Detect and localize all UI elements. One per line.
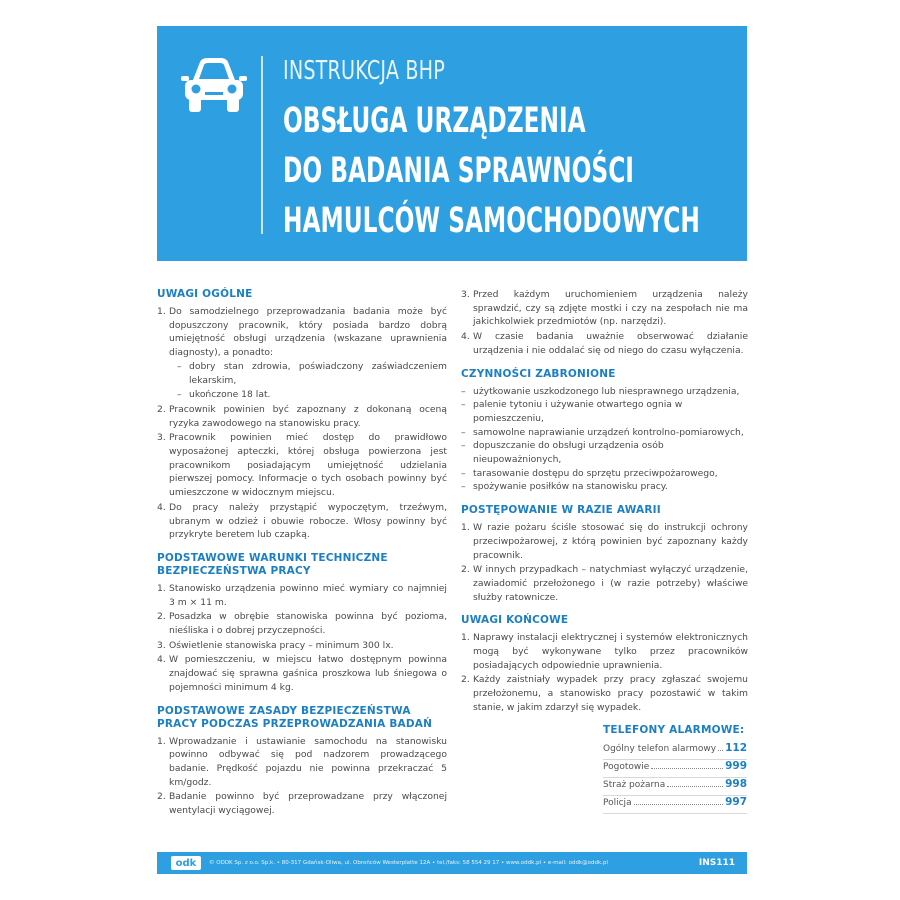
list-item: [461, 673, 748, 714]
car-icon: [181, 54, 247, 116]
item-number: 2.: [157, 791, 166, 803]
list-item: [157, 431, 447, 500]
item-number: 1.: [461, 632, 470, 644]
item-number: 3.: [157, 432, 166, 444]
item-text: Wprowadzanie i ustawianie samochodu na stanowisku powinno odbywać się pod nadzorem prowadzącego badanie. Prędkość pojazdu nie powinna przekraczać 5 km/godz.: [169, 735, 447, 788]
item-text: Każdy zaistniały wypadek przy pracy zgłaszać swojemu przełożonemu, a stanowisko pracy pozostawić w takim stanie, w jakim zdarzył się wypadek.: [473, 674, 748, 713]
item-text: Posadzka w obrębie stanowiska powinna być pozioma, nieśliska i o dobrej przyczepności.: [169, 611, 447, 637]
list-item: [461, 288, 748, 329]
list-item: [157, 403, 447, 430]
phone-row: [603, 760, 747, 778]
item-number: 1.: [157, 582, 166, 594]
list-item: [157, 735, 447, 790]
section-final-notes: [461, 614, 748, 714]
list-item: [461, 521, 748, 562]
left-column: [157, 288, 447, 828]
section-title: CZYNNOŚCI ZABRONIONE: [461, 367, 616, 380]
item-number: 4.: [461, 331, 470, 343]
phone-row: [603, 796, 747, 814]
item-text: W pomieszczeniu, w miejscu łatwo dostępnym powinna znajdować się sprawna gaśnica proszkowa lub śniegowa o pojemności minimum 4 kg.: [169, 654, 447, 693]
sub-item: – dobry stan zdrowia, poświadczony zaświadczeniem lekarskim,: [177, 360, 447, 386]
item-number: 2.: [157, 611, 166, 623]
phones-title: TELEFONY ALARMOWE:: [603, 724, 745, 736]
list-item: [461, 330, 748, 357]
item-text: Przed każdym uruchomieniem urządzenia należy sprawdzić, czy są zdjęte mostki i czy na zespołach nie ma jakichkolwiek przedmiotów (np. narzędzi).: [473, 289, 748, 328]
phone-number: 112: [725, 742, 747, 754]
section-safety-rules: [157, 705, 447, 818]
section-title: PODSTAWOWE ZASADY BEZPIECZEŃSTWA PRACY PODCZAS PRZEPROWADZANIA BADAŃ: [157, 704, 433, 730]
section-title: UWAGI OGÓLNE: [157, 288, 253, 300]
phone-number: 997: [725, 796, 747, 808]
leader-dots: [651, 768, 723, 769]
section-title: POSTĘPOWANIE W RAZIE AWARII: [461, 504, 661, 517]
footer-contact: © ODDK Sp. z o.o. Sp.k. • 80-317 Gdańsk-Oliwa, ul. Obrońców Westerplatte 12A • tel./faks: 58 554 29 17 • www.oddk.pl • e-mail: oddk@oddk.pl: [209, 860, 608, 866]
list-item: [461, 563, 748, 604]
section-general-notes: [157, 288, 447, 542]
list-item: [157, 639, 447, 653]
item-text: użytkowanie uszkodzonego lub niesprawnego urządzenia,: [473, 385, 740, 397]
item-text: Pracownik powinien mieć dostęp do prawidłowo wyposażonej apteczki, której obsługa powierzona jest pracownikom posiadającym umiejętność udzielania pierwszej pomocy. Informacje o tych osobach powinny być umieszczone w widocznym miejscu.: [169, 432, 447, 499]
title-line: DO BADANIA SPRAWNOŚCI: [283, 151, 634, 191]
item-text: Badanie powinno być przeprowadzane przy włączonej wentylacji wyciągowej.: [169, 791, 447, 817]
section-title: PODSTAWOWE WARUNKI TECHNICZNE BEZPIECZEŃSTWA PRACY: [157, 551, 388, 577]
list-item: – palenie tytoniu i używanie otwartego ognia w pomieszczeniu,: [461, 399, 683, 424]
list-item: [157, 610, 447, 637]
phone-number: 998: [725, 778, 747, 790]
item-number: 2.: [157, 403, 166, 415]
title-line: HAMULCÓW SAMOCHODOWYCH: [283, 201, 700, 241]
item-text: spożywanie posiłków na stanowisku pracy.: [473, 481, 668, 493]
phone-label: Pogotowie: [603, 762, 650, 772]
list-item: [157, 501, 447, 542]
item-text: W innych przypadkach – natychmiast wyłączyć urządzenie, zawiadomić przełożonego i (w razie potrzeby) właściwe służby ratownicze.: [473, 564, 748, 603]
leader-dots: [667, 786, 723, 787]
list-item: – spożywanie posiłków na stanowisku pracy.: [461, 481, 668, 493]
emergency-phones-box: [603, 724, 747, 814]
sub-item-text: ukończone 18 lat.: [189, 389, 271, 401]
section-safety-rules-continued: [461, 288, 748, 358]
item-number: 2.: [461, 564, 470, 576]
item-text: W razie pożaru ściśle stosować się do instrukcji ochrony przeciwpożarowej, z którą powinien być zapoznany każdy pracownik.: [473, 522, 748, 561]
phone-row: [603, 778, 747, 796]
list-item: [157, 653, 447, 694]
sub-item-text: dobry stan zdrowia, poświadczony zaświadczeniem lekarskim,: [189, 360, 447, 386]
document-kicker: INSTRUKCJA BHP: [283, 56, 446, 86]
list-item: – użytkowanie uszkodzonego lub niesprawnego urządzenia,: [461, 385, 740, 397]
item-text: Do samodzielnego przeprowadzania badania może być dopuszczony pracownik, który posiada bardzo dobrą umiejętność obsługi urządzenia (wskazane uprawnienia diagnosty), a ponadto:: [169, 306, 447, 359]
publisher-logo: odk: [171, 856, 201, 870]
item-number: 4.: [157, 654, 166, 666]
item-text: Pracownik powinien być zapoznany z dokonaną oceną ryzyka zawodowego na stanowisku pracy.: [169, 403, 447, 429]
list-item: [157, 790, 447, 817]
header-banner: [157, 26, 747, 261]
item-number: 1.: [157, 735, 166, 747]
list-item: [157, 305, 447, 402]
list-item: [461, 631, 748, 672]
right-column: [461, 288, 748, 725]
footer-bar: [157, 852, 747, 874]
document-code: INS111: [698, 858, 735, 868]
title-line: OBSŁUGA URZĄDZENIA: [283, 101, 586, 141]
phone-label: Policja: [603, 798, 632, 808]
item-text: samowolne naprawianie urządzeń kontrolno-pomiarowych,: [473, 426, 744, 438]
item-number: 1.: [461, 522, 470, 534]
item-text: palenie tytoniu i używanie otwartego ognia w pomieszczeniu,: [473, 399, 683, 424]
section-forbidden-actions: [461, 368, 748, 495]
list-item: – tarasowanie dostępu do sprzętu przeciwpożarowego,: [461, 467, 718, 479]
item-text: W czasie badania uważnie obserwować działanie urządzenia i nie oddalać się od niego do czasu wyłączenia.: [473, 331, 748, 356]
item-text: Naprawy instalacji elektrycznej i systemów elektronicznych mogą być wykonywane tylko przez pracowników posiadających odpowiednie uprawnienia.: [473, 632, 748, 671]
document-title: [283, 96, 700, 246]
list-item: – dopuszczanie do obsługi urządzenia osób nieupoważnionych,: [461, 440, 664, 466]
section-technical-conditions: [157, 552, 447, 695]
item-text: Do pracy należy przystąpić wypoczętym, trzeźwym, ubranym w odzież i obuwie robocze. Włosy powinny być przykryte beretem lub czapką.: [169, 501, 447, 541]
phone-label: Straż pożarna: [603, 780, 666, 790]
list-item: – samowolne naprawianie urządzeń kontrolno-pomiarowych,: [461, 426, 744, 438]
header-divider: [261, 56, 263, 234]
section-emergency-procedure: [461, 504, 748, 604]
item-text: Stanowisko urządzenia powinno mieć wymiary co najmniej 3 m × 11 m.: [169, 582, 447, 608]
phone-row: [603, 742, 747, 760]
item-text: dopuszczanie do obsługi urządzenia osób nieupoważnionych,: [473, 440, 664, 466]
item-number: 4.: [157, 501, 166, 513]
leader-dots: [718, 750, 723, 751]
section-title: UWAGI KOŃCOWE: [461, 614, 569, 627]
item-text: Oświetlenie stanowiska pracy – minimum 300 lx.: [169, 639, 394, 651]
item-number: 1.: [157, 306, 166, 317]
item-number: 3.: [461, 289, 470, 300]
phone-number: 999: [725, 760, 747, 772]
item-text: tarasowanie dostępu do sprzętu przeciwpożarowego,: [473, 467, 718, 479]
item-number: 3.: [157, 639, 166, 651]
list-item: [157, 582, 447, 609]
phone-label: Ogólny telefon alarmowy: [603, 744, 717, 754]
item-number: 2.: [461, 674, 470, 686]
sub-item: – ukończone 18 lat.: [177, 389, 271, 401]
leader-dots: [634, 804, 724, 805]
